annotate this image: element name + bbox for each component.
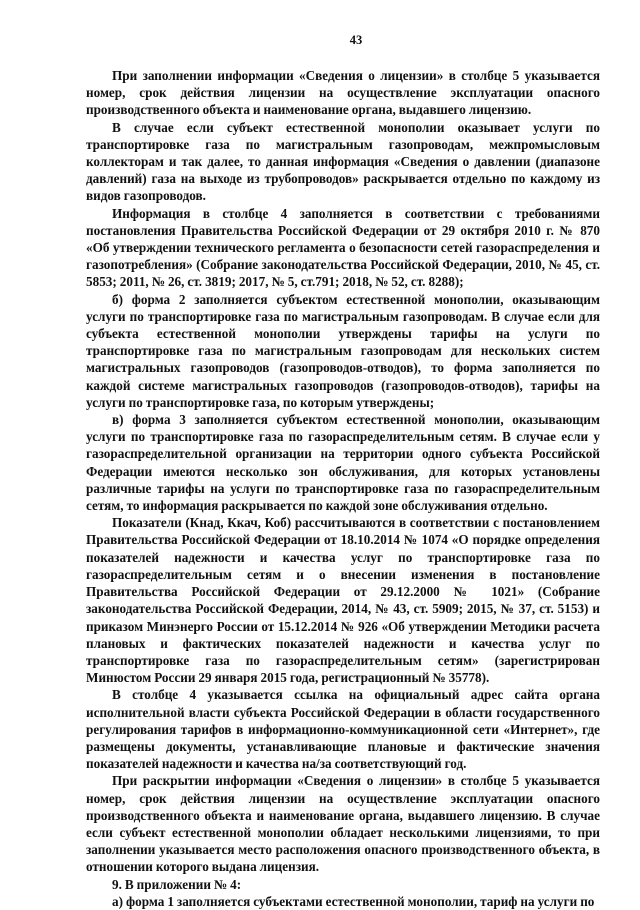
paragraph-form3: в) форма 3 заполняется субъектом естественной монополии, оказывающим услуги по транспортировке газа по газораспределительным сетям. В случае если у газораспределительной организации на территории одного субъекта Российской Федерации имеются несколько зон обслуживания, для которых установлены различные тарифы на услуги по транспортировке газа по газораспределительным сетям, то информация раскрывается по каждой зоне обслуживания отдельно.	[86, 412, 600, 514]
paragraph-appendix4-heading: 9. В приложении № 4:	[112, 876, 242, 892]
paragraph-form2: б) форма 2 заполняется субъектом естественной монополии, оказывающим услуги по транспортировке газа по магистральным газопроводам. В случае если для субъекта естественной монополии утверждены тарифы на услуги по транспортировке газа по магистральным газопроводам для нескольких систем магистральных газопроводов (газопроводов-отводов), то форма заполняется по каждой системе магистральных газопроводов (газопроводов-отводов), тарифы на услуги по транспортировке газа, по которым утверждены;	[86, 291, 600, 410]
paragraph-form1: а) форма 1 заполняется субъектами естественной монополии, тариф на услуги по	[112, 893, 595, 909]
page-number: 43	[349, 33, 363, 47]
paragraph-column4-link: В столбце 4 указывается ссылка на официальный адрес сайта органа исполнительной власти субъекта Российской Федерации в области государственного регулирования тарифов в информационно-коммуникационной сети «Интернет», где размещены документы, устанавливающие плановые и фактические значения показателей надежности и качества на/за соответствующий год.	[86, 687, 600, 772]
paragraph-column4-reference: Информация в столбце 4 заполняется в соответствии с требованиями постановления Правительства Российской Федерации от 29 октября 2010 г. № 870 «Об утверждении технического регламента о безопасности сетей газораспределения и газопотребления» (Собрание законодательства Российской Федерации, 2010, № 45, ст. 5853; 2011, № 26, ст. 3819; 2017, № 5, ст.791; 2018, № 52, ст. 8288);	[86, 205, 600, 290]
paragraph-pressure-info: В случае если субъект естественной монополии оказывает услуги по транспортировке газа по магистральным газопроводам, межпромысловым коллекторам и так далее, то данная информация «Сведения о давлении (диапазоне давлений) газа на выходе из трубопроводов» раскрывается отдельно по каждому из видов газопроводов.	[86, 119, 600, 204]
paragraph-license-disclosure: При раскрытии информации «Сведения о лицензии» в столбце 5 указывается номер, срок действия лицензии на осуществление эксплуатации опасного производственного объекта и наименование органа, выдавшего лицензию. В случае если субъект естественной монополии обладает несколькими лицензиями, то при заполнении указывается место расположения опасного производственного объекта, в отношении которого выдана лицензия.	[86, 773, 600, 875]
paragraph-indicators: Показатели (Кнад, Ккач, Коб) рассчитываются в соответствии с постановлением Правительства Российской Федерации от 18.10.2014 № 1074 «О порядке определения показателей надежности и качества услуг по транспортировке газа по газораспределительным сетям и о внесении изменения в постановление Правительства Российской Федерации от 29.12.2000 № 1021» (Собрание законодательства Российской Федерации, 2014, № 43, ст. 5909; 2015, № 37, ст. 5153) и приказом Минэнерго России от 15.12.2014 № 926 «Об утверждении Методики расчета плановых и фактических показателей надежности и качества услуг по транспортировке газа по газораспределительным сетям» (зарегистрирован Минюстом России 29 января 2015 года, регистрационный № 35778).	[86, 515, 600, 686]
paragraph-license-info: При заполнении информации «Сведения о лицензии» в столбце 5 указывается номер, срок действия лицензии на осуществление эксплуатации опасного производственного объекта и наименование органа, выдавшего лицензию.	[86, 68, 600, 118]
